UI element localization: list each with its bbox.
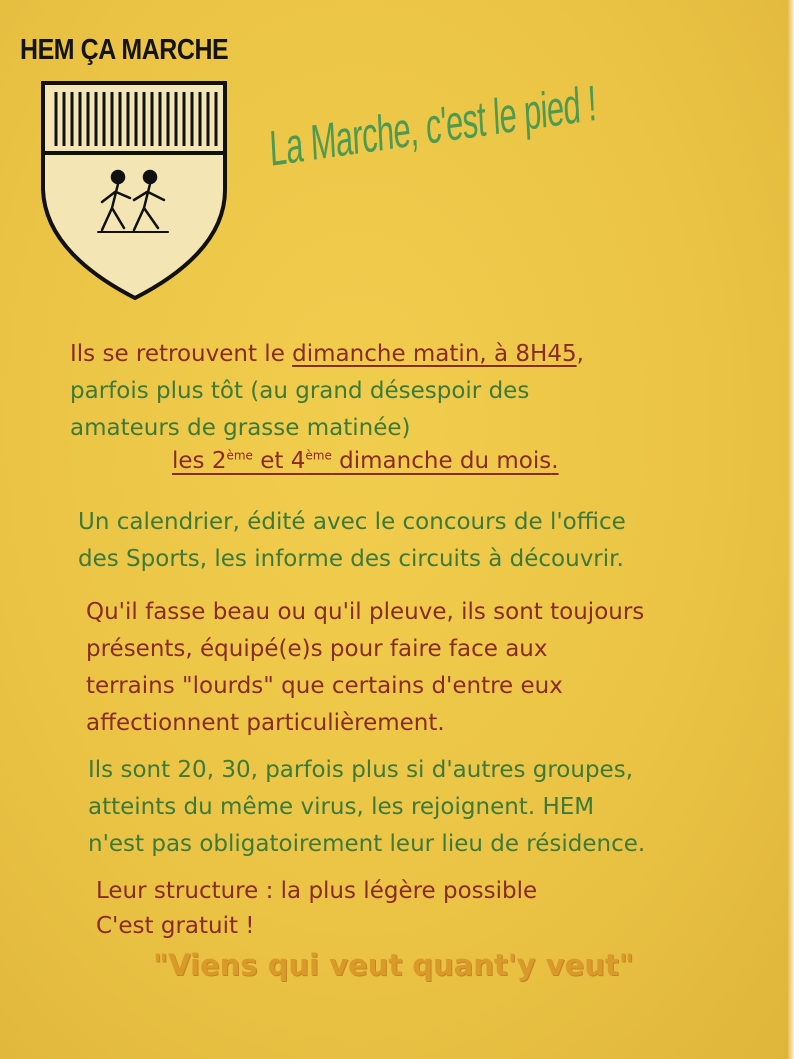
paragraph-calendar — [78, 504, 626, 578]
schedule-days — [172, 448, 559, 474]
group-line-2: atteints du même virus, les rejoignent. HEM — [88, 794, 595, 820]
slogan: La Marche, c'est le pied ! — [268, 74, 598, 177]
weather-line-1: Qu'il fasse beau ou qu'il pleuve, ils sont toujours — [86, 599, 645, 625]
text-fragment: les 2 — [172, 448, 227, 474]
meeting-time: dimanche matin, à 8H45 — [292, 341, 577, 367]
text-fragment: Ils se retrouvent le — [70, 341, 293, 367]
text-fragment: dimanche du mois — [331, 448, 552, 474]
structure-line-1: Leur structure : la plus légère possible — [96, 878, 538, 904]
group-line-3: n'est pas obligatoirement leur lieu de résidence. — [88, 831, 646, 857]
schedule-line-1 — [70, 336, 584, 373]
text-fragment: , — [576, 341, 584, 367]
ordinal-suffix: ème — [226, 448, 253, 463]
text-fragment: et 4 — [252, 448, 306, 474]
weather-line-2: présents, équipé(e)s pour faire face aux — [86, 636, 548, 662]
calendar-line-2: des Sports, les informe des circuits à découvrir. — [78, 546, 624, 572]
schedule-line-2: parfois plus tôt (au grand désespoir des — [70, 378, 530, 404]
paragraph-group-size — [88, 752, 645, 863]
paragraph-schedule — [70, 336, 584, 447]
motto: "Viens qui veut quant'y veut" — [153, 948, 634, 982]
paper-edge — [788, 0, 794, 1059]
structure-line-2: C'est gratuit ! — [96, 913, 255, 939]
ordinal-suffix: ème — [305, 448, 332, 463]
weather-line-4: affectionnent particulièrement. — [86, 710, 445, 736]
shield-logo-icon — [40, 80, 230, 305]
group-line-1: Ils sont 20, 30, parfois plus si d'autres groupes, — [88, 757, 634, 783]
paragraph-weather — [86, 594, 644, 742]
weather-line-3: terrains "lourds" que certains d'entre eux — [86, 673, 563, 699]
schedule-line-3: amateurs de grasse matinée) — [70, 415, 411, 441]
org-name: HEM ÇA MARCHE — [20, 34, 229, 66]
text-fragment: . — [551, 448, 559, 474]
calendar-line-1: Un calendrier, édité avec le concours de l'office — [78, 509, 626, 535]
paragraph-structure — [96, 874, 537, 944]
